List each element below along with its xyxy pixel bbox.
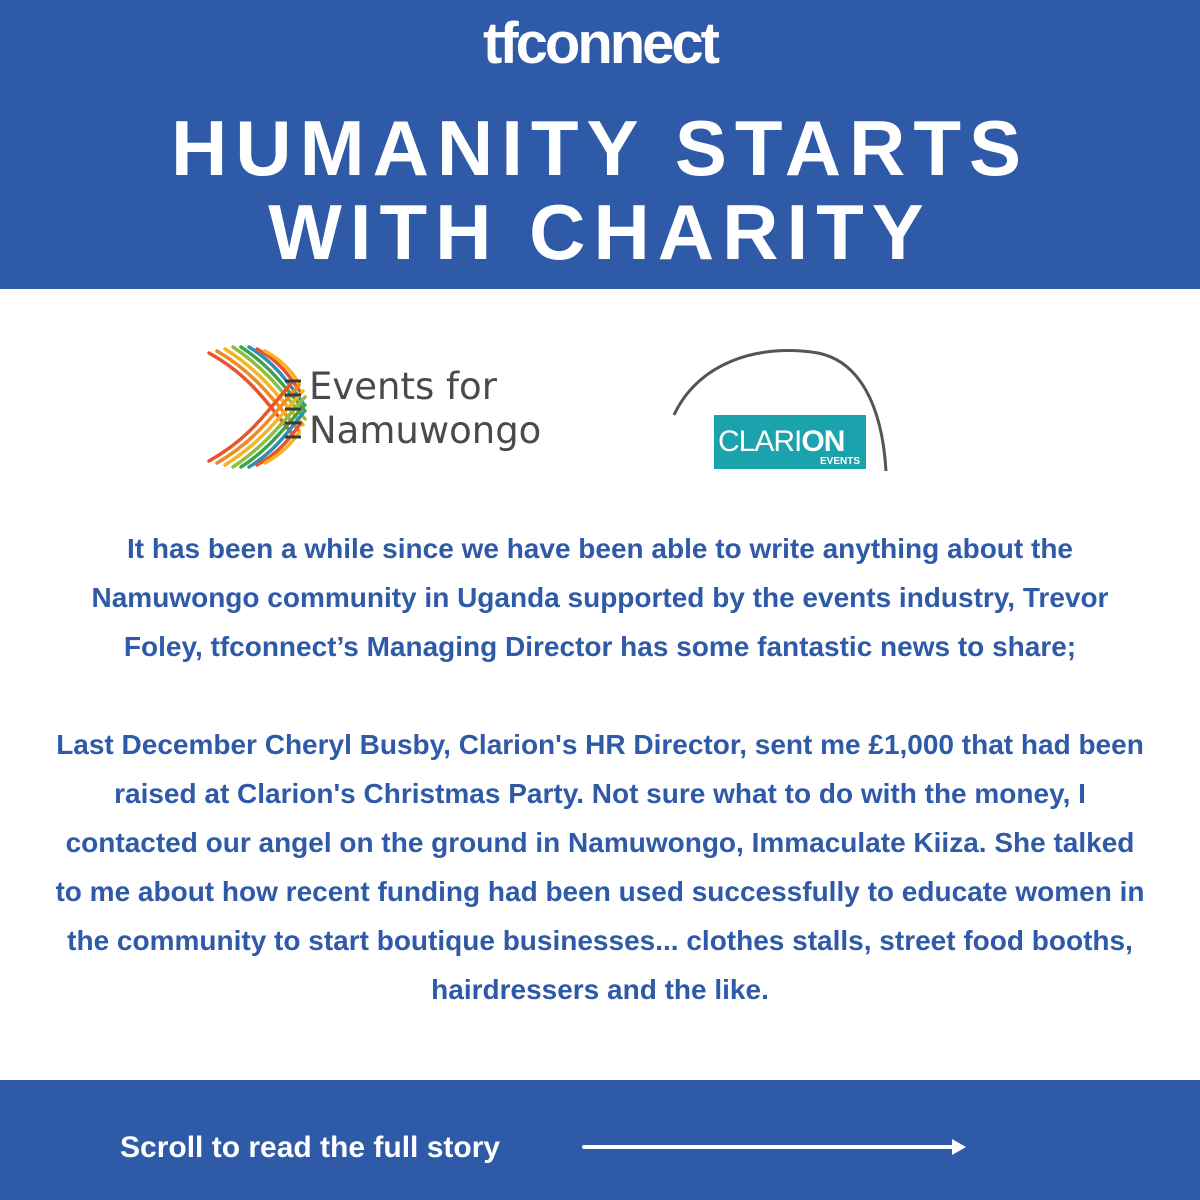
clarion-word-light: CLARI bbox=[718, 425, 802, 458]
events-for-namuwongo-emblem bbox=[205, 343, 575, 473]
article-paragraph-2: Last December Cheryl Busby, Clarion's HR Director, sent me £1,000 that had been raised at Clarion's Christmas Party. Not sure what to do with the money, I contacted our angel on the ground in Namuwongo, Immaculate Kiiza. She talked to me about how recent funding had been used successfully to educate women in the community to start boutique businesses... clothes stalls, street food booths, hairdressers and the like. bbox=[55, 729, 1145, 1005]
clarion-sub: EVENTS bbox=[820, 456, 861, 467]
efn-line2: Namuwongo bbox=[309, 409, 542, 452]
article-body bbox=[50, 524, 1150, 1014]
header-banner bbox=[0, 0, 1200, 289]
events-for-namuwongo-logo bbox=[205, 343, 575, 473]
arrow-right-icon bbox=[580, 1135, 970, 1159]
clarion-events-logo bbox=[668, 343, 898, 483]
title-line-1: HUMANITY STARTS bbox=[170, 104, 1030, 192]
clarion-word-bold: ON bbox=[801, 425, 845, 458]
clarion-emblem bbox=[668, 343, 898, 483]
brand-logo-text: tfconnect bbox=[483, 11, 717, 76]
article-paragraph-1: It has been a while since we have been able to write anything about the Namuwongo community in Uganda supported by the events industry, Trevor Foley, tfconnect’s Managing Director has some fantastic news to share; bbox=[91, 533, 1109, 662]
title-line-2: WITH CHARITY bbox=[268, 188, 932, 276]
paragraph-spacer bbox=[50, 671, 1150, 720]
efn-line1: Events for bbox=[309, 365, 497, 408]
page-title bbox=[0, 106, 1200, 274]
svg-text:CLARION bbox=[718, 425, 844, 458]
scroll-cta-text: Scroll to read the full story bbox=[120, 1131, 501, 1164]
